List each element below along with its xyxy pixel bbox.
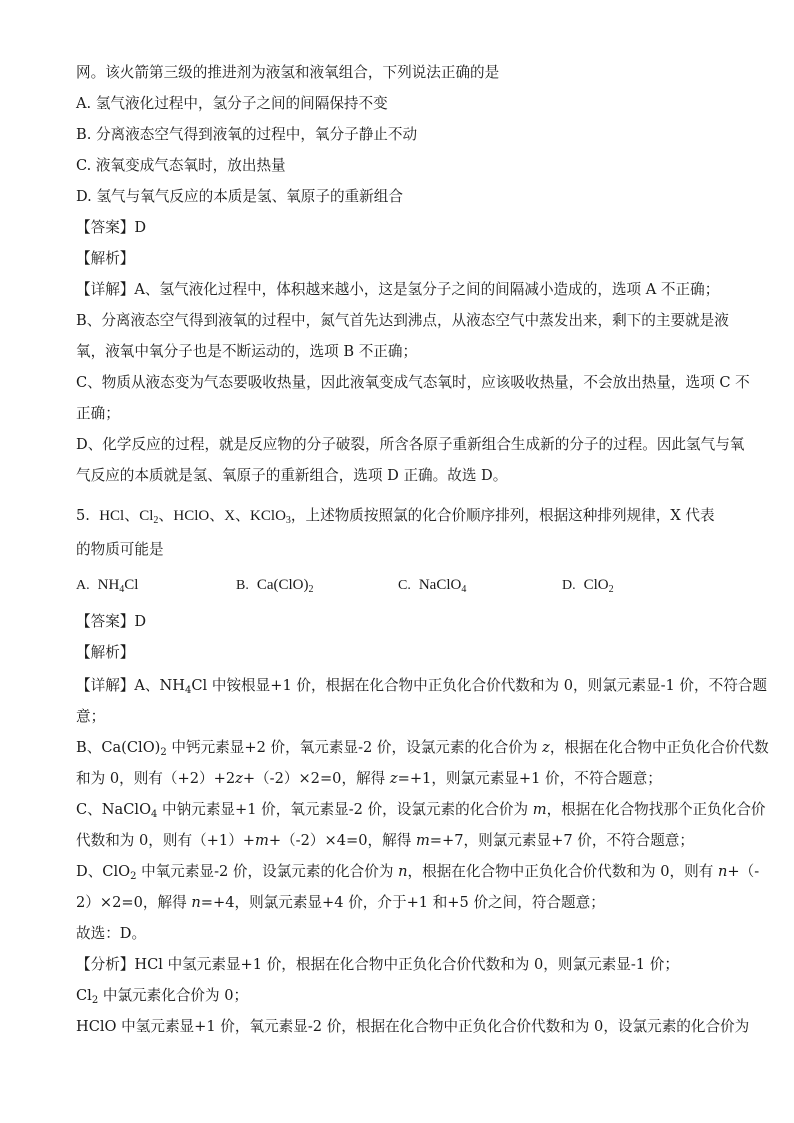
text-line: 的物质可能是 (76, 541, 164, 558)
text-line: 5. HCl、$Cl_2$、HClO、X、KClO$_3$，上述物质按照氯的化合价顺序排列，根据这种排列规律，X 代表 (76, 507, 715, 526)
text-line: B、$Ca(ClO)_2$ 中钙元素显+2 价，氧元素显-2 价，设氯元素的化合价为 z，根据在化合物中正负化合价代数 (76, 739, 769, 758)
option-d: D. ClO$_2$ (562, 577, 614, 595)
text-line: C、物质从液态变为气态要吸收热量，因此液氧变成气态氧时，应该吸收热量，不会放出热量，选项 C 不 (76, 374, 750, 391)
text-line: 气反应的本质就是氢、氧原子的重新组合，选项 D 正确。故选 D。 (76, 467, 508, 484)
text-line: 代数和为 0，则有（+1）+m+（-2）×4=0，解得 m=+7，则氯元素显+7 价，不符合题意； (76, 832, 694, 849)
text-line: 正确； (76, 405, 120, 422)
text-line: B、分离液态空气得到液氧的过程中，氮气首先达到沸点，从液态空气中蒸发出来，剩下的主要就是液 (76, 312, 729, 329)
question5-options (76, 575, 724, 597)
option-b: B. $Ca(ClO)_2$ (236, 577, 314, 595)
text-line: 氧，液氧中氧分子也是不断运动的，选项 B 不正确； (76, 343, 418, 360)
text-line: 网。该火箭第三级的推进剂为液氢和液氧组合，下列说法正确的是 (76, 64, 500, 81)
text-line: $Cl_2$ 中氯元素化合价为 0； (76, 987, 249, 1006)
text-line: D. 氢气与氧气反应的本质是氢、氧原子的重新组合 (76, 188, 403, 205)
answer-label: 【答案】D (76, 613, 147, 630)
analysis-label: 【解析】 (76, 250, 135, 267)
text-line: 【分析】HCl 中氢元素显+1 价，根据在化合物中正负化合价代数和为 0，则氯元素显-1 价； (76, 956, 679, 973)
text-line: HClO 中氢元素显+1 价，氧元素显-2 价，根据在化合物中正负化合价代数和为 0，设氯元素的化合价为 (76, 1018, 750, 1035)
option-c: C. NaClO$_4$ (398, 577, 467, 595)
text-line: D、化学反应的过程，就是反应物的分子破裂，所含各原子重新组合生成新的分子的过程。因此氢气与氧 (76, 436, 745, 453)
text-line: C. 液氧变成气态氧时，放出热量 (76, 157, 286, 174)
text-line: 故选：D。 (76, 925, 147, 942)
text-line: 意； (76, 708, 106, 725)
text-line: 【详解】A、氢气液化过程中，体积越来越小，这是氢分子之间的间隔减小造成的，选项 A 不正确； (76, 281, 720, 298)
text-line: 2）×2=0，解得 n=+4，则氯元素显+4 价，介于+1 和+5 价之间，符合题意； (76, 894, 605, 911)
option-a: A. $NH_4Cl$ (76, 577, 139, 595)
text-line: D、ClO$_2$ 中氧元素显-2 价，设氯元素的化合价为 n，根据在化合物中正负化合价代数和为 0，则有 n+（- (76, 863, 760, 882)
text-line: 和为 0，则有（+2）+2z+（-2）×2=0，解得 z=+1，则氯元素显+1 价，不符合题意； (76, 770, 662, 787)
text-line: A. 氢气液化过程中，氢分子之间的间隔保持不变 (76, 95, 388, 112)
answer-label: 【答案】D (76, 219, 147, 236)
text-line: 【详解】A、$NH_4Cl$ 中铵根显+1 价，根据在化合物中正负化合价代数和为 0，则氯元素显-1 价，不符合题 (76, 677, 767, 696)
text-line: C、NaClO$_4$ 中钠元素显+1 价，氧元素显-2 价，设氯元素的化合价为 m，根据在化合物找那个正负化合价 (76, 801, 766, 820)
analysis-label: 【解析】 (76, 644, 135, 661)
text-line: B. 分离液态空气得到液氧的过程中，氧分子静止不动 (76, 126, 418, 143)
